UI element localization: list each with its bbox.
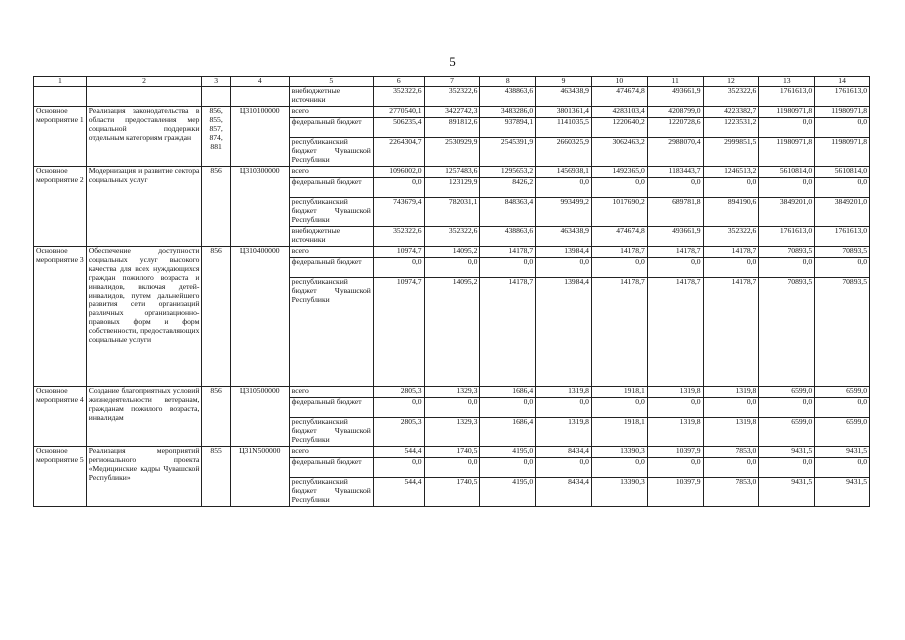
amount-col-10: 1918,1 — [591, 387, 647, 398]
amount-col-12: 0,0 — [703, 458, 759, 478]
funding-source: республиканский бюджет Чувашской Республики — [289, 278, 373, 387]
amount-col-13: 6599,0 — [759, 387, 815, 398]
measure-description: Создание благоприятных условий жизнедеятельности ветеранам, гражданам пожилого возраста, инвалидам — [86, 387, 202, 447]
amount-col-12: 1319,8 — [703, 387, 759, 398]
amount-col-12: 14178,7 — [703, 247, 759, 258]
column-number-7: 7 — [424, 77, 480, 87]
amount-col-9: 13984,4 — [536, 278, 592, 387]
grbs-code — [202, 87, 230, 107]
amount-col-11: 493661,9 — [647, 227, 703, 247]
amount-col-9: 1141035,5 — [536, 118, 592, 138]
amount-col-8: 848363,4 — [480, 198, 536, 227]
amount-col-7: 782031,1 — [424, 198, 480, 227]
amount-col-9: 8434,4 — [536, 478, 592, 507]
column-number-9: 9 — [536, 77, 592, 87]
funding-source: всего — [289, 167, 373, 178]
amount-col-10: 0,0 — [591, 458, 647, 478]
amount-col-9: 2660325,9 — [536, 138, 592, 167]
budget-classification-code — [230, 87, 289, 107]
amount-col-14: 1761613,0 — [815, 87, 870, 107]
funding-source: внебюджетные источники — [289, 87, 373, 107]
column-number-2: 2 — [86, 77, 202, 87]
column-number-8: 8 — [480, 77, 536, 87]
funding-source: всего — [289, 107, 373, 118]
program-name: Основное мероприятие 5 — [34, 447, 87, 507]
amount-col-10: 13390,3 — [591, 478, 647, 507]
amount-col-12: 1223531,2 — [703, 118, 759, 138]
table-row — [34, 447, 870, 458]
amount-col-9: 0,0 — [536, 398, 592, 418]
funding-source: федеральный бюджет — [289, 258, 373, 278]
amount-col-6: 2770540,1 — [373, 107, 424, 118]
amount-col-6: 352322,6 — [373, 87, 424, 107]
amount-col-6: 10974,7 — [373, 247, 424, 258]
amount-col-10: 1220640,2 — [591, 118, 647, 138]
amount-col-12: 1319,8 — [703, 418, 759, 447]
amount-col-14: 6599,0 — [815, 418, 870, 447]
amount-col-8: 8426,2 — [480, 178, 536, 198]
amount-col-14: 0,0 — [815, 458, 870, 478]
amount-col-6: 2805,3 — [373, 418, 424, 447]
amount-col-12: 7853,0 — [703, 447, 759, 458]
amount-col-11: 1220728,6 — [647, 118, 703, 138]
amount-col-7: 3422742,3 — [424, 107, 480, 118]
amount-col-12: 0,0 — [703, 258, 759, 278]
amount-col-6: 506235,4 — [373, 118, 424, 138]
funding-source: всего — [289, 247, 373, 258]
amount-col-6: 0,0 — [373, 178, 424, 198]
amount-col-13: 11980971,8 — [759, 107, 815, 118]
program-name: Основное мероприятие 3 — [34, 247, 87, 387]
amount-col-9: 463438,9 — [536, 87, 592, 107]
amount-col-6: 544,4 — [373, 478, 424, 507]
header-row — [34, 77, 870, 87]
amount-col-11: 14178,7 — [647, 247, 703, 258]
table-row — [34, 387, 870, 398]
amount-col-6: 2805,3 — [373, 387, 424, 398]
amount-col-14: 9431,5 — [815, 447, 870, 458]
amount-col-14: 1761613,0 — [815, 227, 870, 247]
funding-source: федеральный бюджет — [289, 398, 373, 418]
amount-col-9: 0,0 — [536, 258, 592, 278]
budget-classification-code: Ц310500000 — [230, 387, 289, 447]
amount-col-12: 352322,6 — [703, 87, 759, 107]
amount-col-11: 10397,9 — [647, 447, 703, 458]
amount-col-7: 14095,2 — [424, 247, 480, 258]
amount-col-10: 4283103,4 — [591, 107, 647, 118]
amount-col-8: 438863,6 — [480, 87, 536, 107]
amount-col-8: 937894,1 — [480, 118, 536, 138]
grbs-code: 856, 855, 857, 874, 881 — [202, 107, 230, 167]
amount-col-14: 9431,5 — [815, 478, 870, 507]
amount-col-12: 14178,7 — [703, 278, 759, 387]
program-name: Основное мероприятие 4 — [34, 387, 87, 447]
amount-col-11: 14178,7 — [647, 278, 703, 387]
grbs-code: 856 — [202, 387, 230, 447]
funding-source: внебюджетные источники — [289, 227, 373, 247]
amount-col-14: 70893,5 — [815, 278, 870, 387]
table-header — [34, 77, 870, 87]
amount-col-13: 9431,5 — [759, 478, 815, 507]
table-row — [34, 167, 870, 178]
column-number-13: 13 — [759, 77, 815, 87]
page-number: 5 — [449, 54, 456, 69]
amount-col-13: 0,0 — [759, 458, 815, 478]
table-body — [34, 87, 870, 507]
column-number-6: 6 — [373, 77, 424, 87]
amount-col-11: 0,0 — [647, 458, 703, 478]
amount-col-9: 0,0 — [536, 458, 592, 478]
amount-col-6: 2264304,7 — [373, 138, 424, 167]
funding-source: всего — [289, 447, 373, 458]
funding-source: республиканский бюджет Чувашской Республики — [289, 418, 373, 447]
amount-col-10: 474674,8 — [591, 227, 647, 247]
amount-col-8: 1686,4 — [480, 387, 536, 398]
amount-col-14: 5610814,0 — [815, 167, 870, 178]
amount-col-7: 352322,6 — [424, 87, 480, 107]
amount-col-13: 6599,0 — [759, 418, 815, 447]
amount-col-6: 352322,6 — [373, 227, 424, 247]
amount-col-12: 894190,6 — [703, 198, 759, 227]
amount-col-8: 14178,7 — [480, 247, 536, 258]
amount-col-9: 993499,2 — [536, 198, 592, 227]
amount-col-13: 1761613,0 — [759, 87, 815, 107]
amount-col-9: 463438,9 — [536, 227, 592, 247]
amount-col-7: 1740,5 — [424, 447, 480, 458]
amount-col-8: 0,0 — [480, 398, 536, 418]
amount-col-8: 1295653,2 — [480, 167, 536, 178]
column-number-1: 1 — [34, 77, 87, 87]
amount-col-9: 8434,4 — [536, 447, 592, 458]
amount-col-8: 4195,0 — [480, 478, 536, 507]
amount-col-7: 2530929,9 — [424, 138, 480, 167]
amount-col-11: 0,0 — [647, 178, 703, 198]
amount-col-7: 0,0 — [424, 458, 480, 478]
amount-col-14: 0,0 — [815, 178, 870, 198]
funding-source: федеральный бюджет — [289, 458, 373, 478]
amount-col-12: 4223382,7 — [703, 107, 759, 118]
amount-col-11: 0,0 — [647, 258, 703, 278]
amount-col-12: 352322,6 — [703, 227, 759, 247]
amount-col-10: 13390,3 — [591, 447, 647, 458]
amount-col-8: 0,0 — [480, 458, 536, 478]
amount-col-7: 891812,6 — [424, 118, 480, 138]
budget-classification-code: Ц310300000 — [230, 167, 289, 247]
amount-col-14: 11980971,8 — [815, 138, 870, 167]
amount-col-13: 70893,5 — [759, 278, 815, 387]
measure-description: Реализация законодательства в области предоставления мер социальной поддержки отдельным категориям граждан — [86, 107, 202, 167]
amount-col-8: 0,0 — [480, 258, 536, 278]
amount-col-6: 10974,7 — [373, 278, 424, 387]
amount-col-10: 0,0 — [591, 398, 647, 418]
amount-col-7: 14095,2 — [424, 278, 480, 387]
amount-col-8: 3483286,0 — [480, 107, 536, 118]
amount-col-11: 10397,9 — [647, 478, 703, 507]
measure-description: Модернизация и развитие сектора социальных услуг — [86, 167, 202, 247]
amount-col-8: 1686,4 — [480, 418, 536, 447]
amount-col-7: 0,0 — [424, 258, 480, 278]
table-row — [34, 107, 870, 118]
amount-col-12: 7853,0 — [703, 478, 759, 507]
amount-col-13: 0,0 — [759, 398, 815, 418]
amount-col-6: 544,4 — [373, 447, 424, 458]
amount-col-6: 0,0 — [373, 258, 424, 278]
amount-col-14: 0,0 — [815, 258, 870, 278]
amount-col-12: 2999851,5 — [703, 138, 759, 167]
amount-col-6: 0,0 — [373, 398, 424, 418]
amount-col-7: 1329,3 — [424, 418, 480, 447]
amount-col-11: 493661,9 — [647, 87, 703, 107]
amount-col-13: 1761613,0 — [759, 227, 815, 247]
amount-col-13: 0,0 — [759, 118, 815, 138]
measure-description — [86, 87, 202, 107]
amount-col-10: 0,0 — [591, 258, 647, 278]
amount-col-14: 70893,5 — [815, 247, 870, 258]
funding-source: федеральный бюджет — [289, 178, 373, 198]
amount-col-14: 3849201,0 — [815, 198, 870, 227]
program-name: Основное мероприятие 2 — [34, 167, 87, 247]
table-row — [34, 247, 870, 258]
amount-col-7: 352322,6 — [424, 227, 480, 247]
funding-source: всего — [289, 387, 373, 398]
funding-source: республиканский бюджет Чувашской Республики — [289, 478, 373, 507]
amount-col-13: 5610814,0 — [759, 167, 815, 178]
amount-col-13: 0,0 — [759, 258, 815, 278]
amount-col-9: 13984,4 — [536, 247, 592, 258]
amount-col-10: 1017690,2 — [591, 198, 647, 227]
amount-col-14: 0,0 — [815, 398, 870, 418]
column-number-10: 10 — [591, 77, 647, 87]
column-number-11: 11 — [647, 77, 703, 87]
measure-description: Реализация мероприятий регионального проекта «Медицинские кадры Чувашской Республики» — [86, 447, 202, 507]
amount-col-13: 9431,5 — [759, 447, 815, 458]
amount-col-6: 743679,4 — [373, 198, 424, 227]
amount-col-11: 2988070,4 — [647, 138, 703, 167]
program-name: Основное мероприятие 1 — [34, 107, 87, 167]
amount-col-8: 438863,6 — [480, 227, 536, 247]
amount-col-11: 689781,8 — [647, 198, 703, 227]
table-row — [34, 87, 870, 107]
amount-col-8: 14178,7 — [480, 278, 536, 387]
funding-table — [33, 76, 870, 507]
amount-col-9: 1456938,1 — [536, 167, 592, 178]
measure-description: Обеспечение доступности социальных услуг высокого качества для всех нуждающихся граждан пожилого возраста и инвалидов, включая детей-инвалидов, путем дальнейшего развития сети организаций различных организационно-правовых форм и форм собственности, предоставляющих социальные услуги — [86, 247, 202, 387]
funding-source: республиканский бюджет Чувашской Республики — [289, 198, 373, 227]
amount-col-9: 0,0 — [536, 178, 592, 198]
funding-source: республиканский бюджет Чувашской Республики — [289, 138, 373, 167]
amount-col-12: 0,0 — [703, 178, 759, 198]
amount-col-10: 3062463,2 — [591, 138, 647, 167]
amount-col-11: 0,0 — [647, 398, 703, 418]
budget-classification-code: Ц310100000 — [230, 107, 289, 167]
grbs-code: 856 — [202, 247, 230, 387]
amount-col-6: 0,0 — [373, 458, 424, 478]
column-number-12: 12 — [703, 77, 759, 87]
amount-col-7: 123129,9 — [424, 178, 480, 198]
amount-col-13: 70893,5 — [759, 247, 815, 258]
grbs-code: 855 — [202, 447, 230, 507]
amount-col-7: 0,0 — [424, 398, 480, 418]
amount-col-11: 1183443,7 — [647, 167, 703, 178]
amount-col-14: 11980971,8 — [815, 107, 870, 118]
column-number-5: 5 — [289, 77, 373, 87]
funding-source: федеральный бюджет — [289, 118, 373, 138]
amount-col-11: 1319,8 — [647, 387, 703, 398]
amount-col-10: 1918,1 — [591, 418, 647, 447]
amount-col-14: 0,0 — [815, 118, 870, 138]
amount-col-12: 0,0 — [703, 398, 759, 418]
amount-col-11: 4208799,0 — [647, 107, 703, 118]
amount-col-14: 6599,0 — [815, 387, 870, 398]
budget-classification-code: Ц310400000 — [230, 247, 289, 387]
amount-col-7: 1257483,6 — [424, 167, 480, 178]
amount-col-10: 14178,7 — [591, 247, 647, 258]
amount-col-7: 1740,5 — [424, 478, 480, 507]
grbs-code: 856 — [202, 167, 230, 247]
amount-col-10: 474674,8 — [591, 87, 647, 107]
amount-col-7: 1329,3 — [424, 387, 480, 398]
amount-col-9: 3801361,4 — [536, 107, 592, 118]
program-name — [34, 87, 87, 107]
amount-col-9: 1319,8 — [536, 387, 592, 398]
amount-col-10: 14178,7 — [591, 278, 647, 387]
amount-col-6: 1096002,0 — [373, 167, 424, 178]
column-number-3: 3 — [202, 77, 230, 87]
amount-col-13: 0,0 — [759, 178, 815, 198]
amount-col-10: 1492365,0 — [591, 167, 647, 178]
amount-col-8: 4195,0 — [480, 447, 536, 458]
column-number-14: 14 — [815, 77, 870, 87]
amount-col-11: 1319,8 — [647, 418, 703, 447]
column-number-4: 4 — [230, 77, 289, 87]
amount-col-10: 0,0 — [591, 178, 647, 198]
amount-col-13: 3849201,0 — [759, 198, 815, 227]
amount-col-9: 1319,8 — [536, 418, 592, 447]
amount-col-13: 11980971,8 — [759, 138, 815, 167]
budget-classification-code: Ц31N500000 — [230, 447, 289, 507]
amount-col-8: 2545391,9 — [480, 138, 536, 167]
amount-col-12: 1246513,2 — [703, 167, 759, 178]
